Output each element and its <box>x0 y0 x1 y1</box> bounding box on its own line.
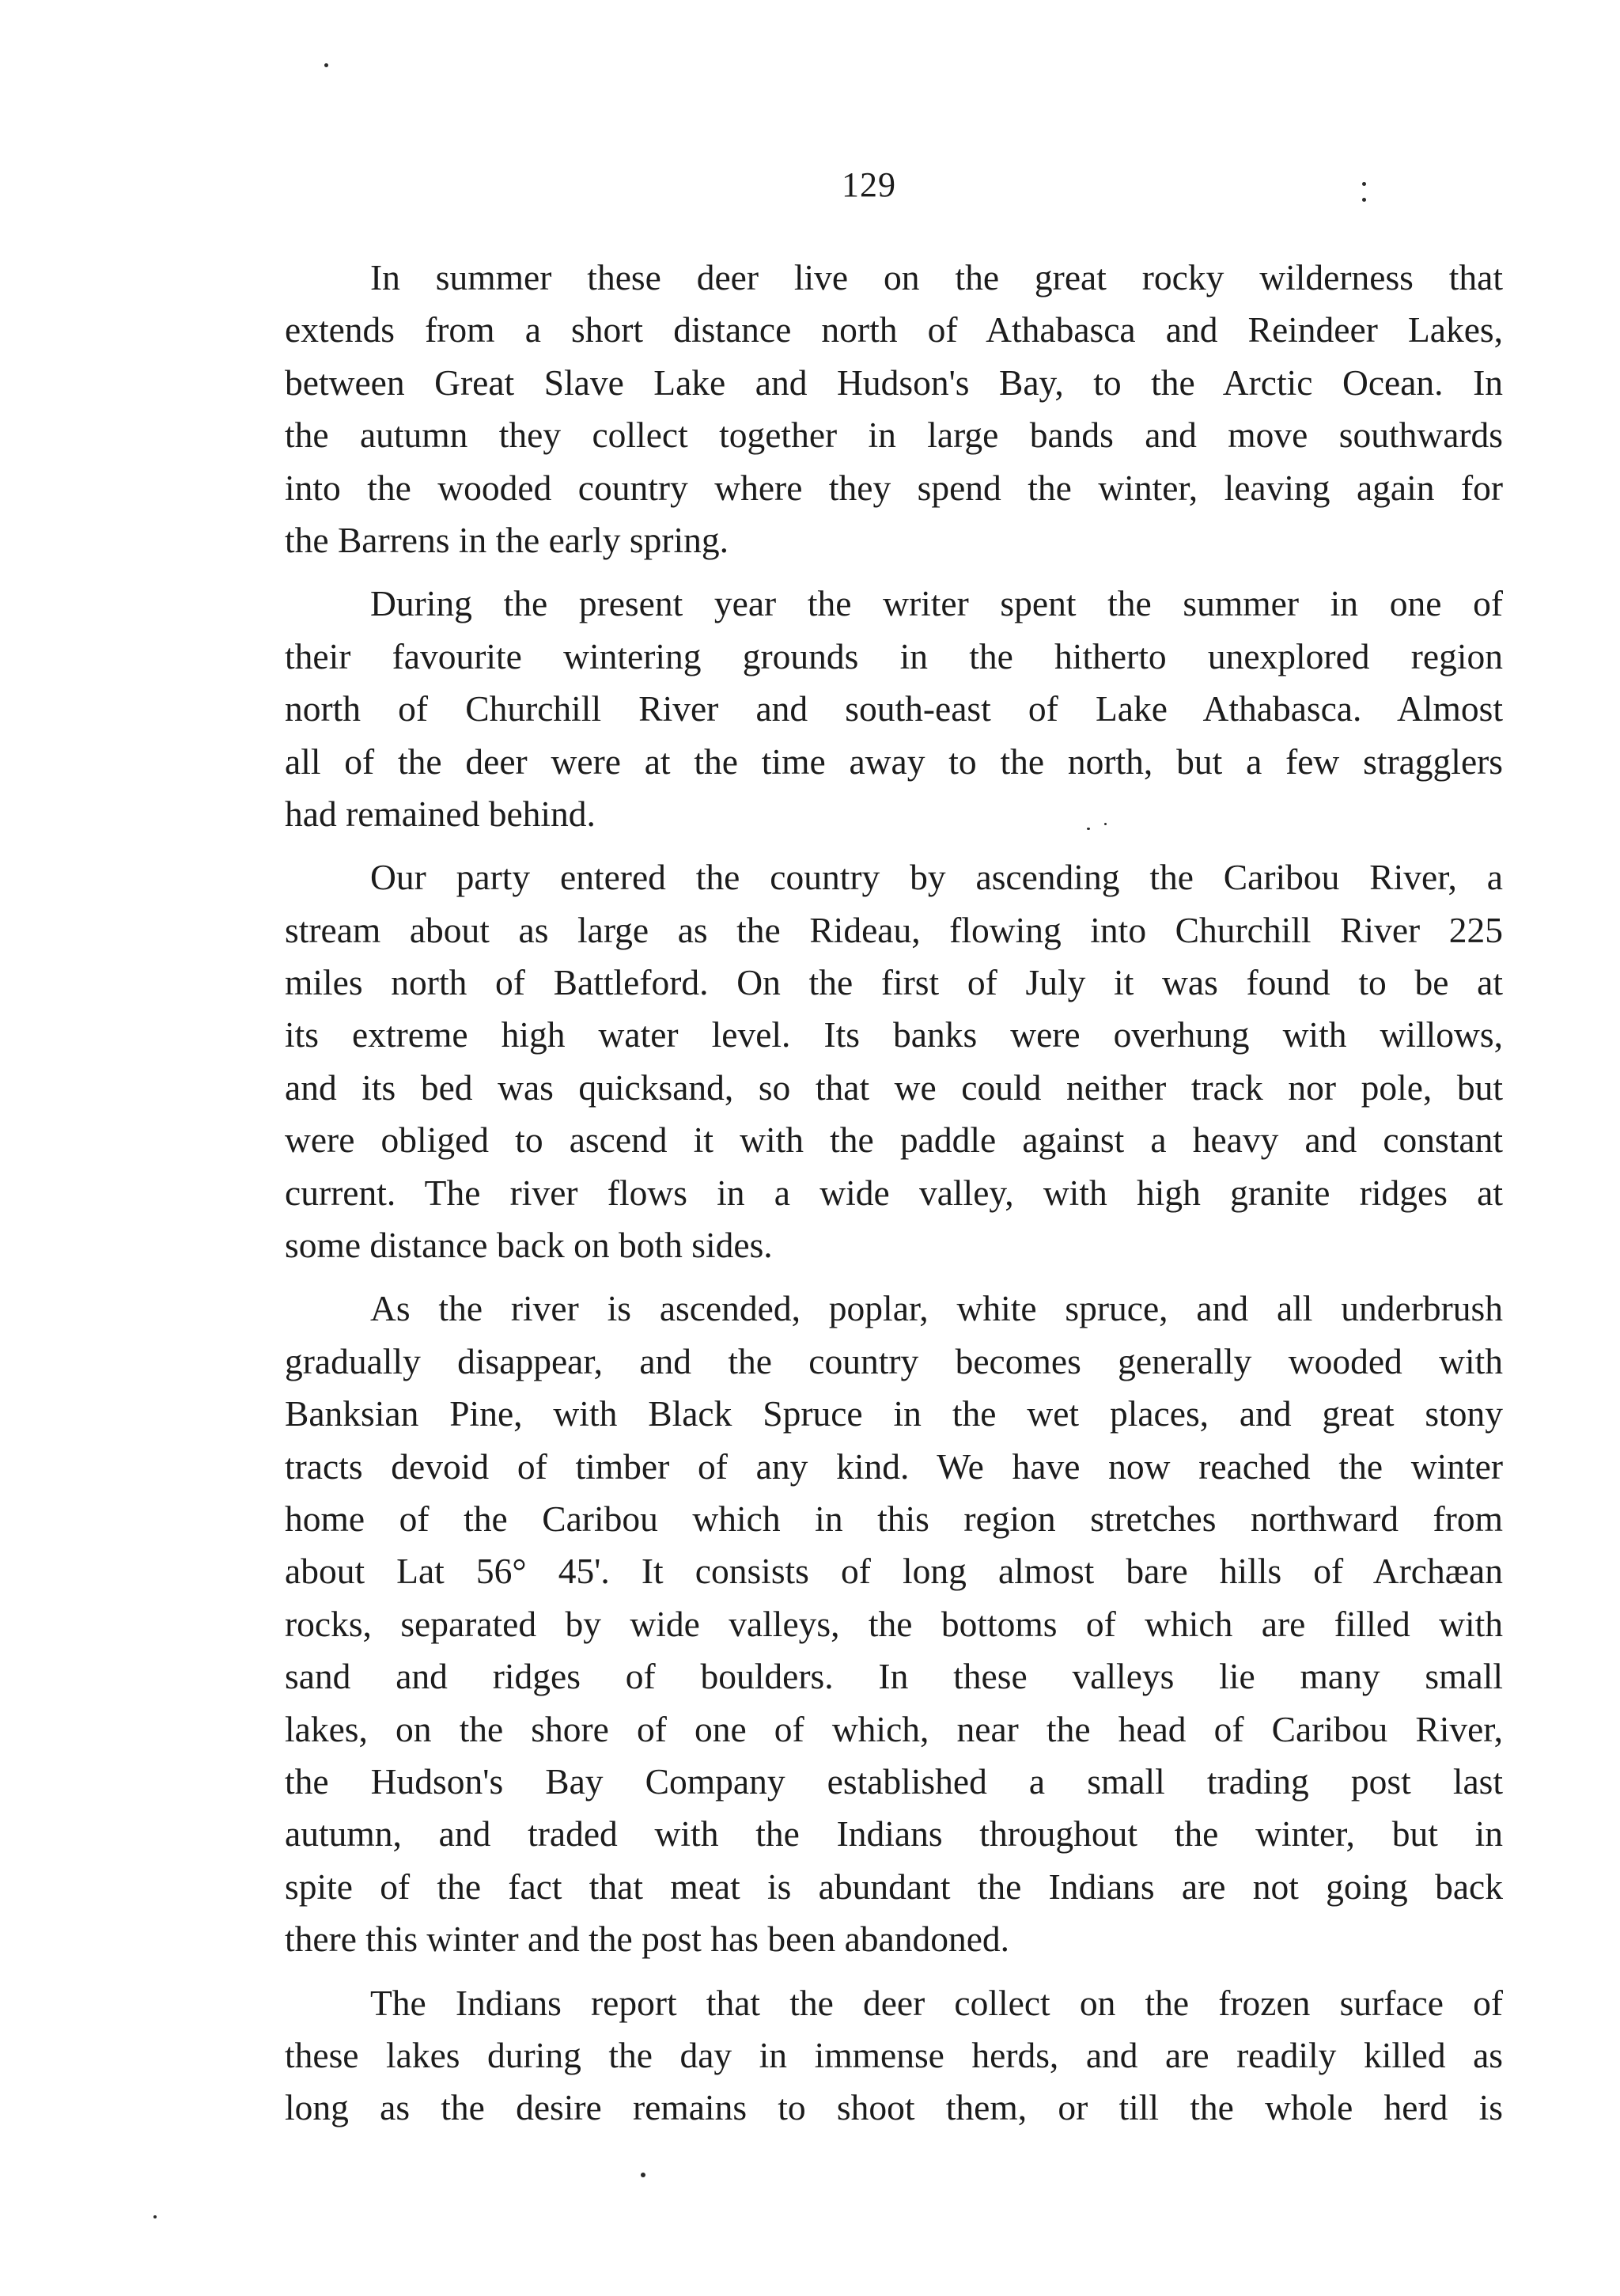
speck-1 <box>324 63 328 67</box>
text-line: stream about as large as the Rideau, flowing into Churchill River 225 <box>285 909 1503 950</box>
paragraph <box>285 578 1503 840</box>
speck-3 <box>1362 198 1366 202</box>
text-line: there this winter and the post has been abandoned. <box>285 1919 1010 1960</box>
text-line: the Barrens in the early spring. <box>285 519 729 560</box>
text-line: these lakes during the day in immense herds, and are readily killed as <box>285 2034 1503 2075</box>
speck-2 <box>1362 182 1366 186</box>
text-line: During the present year the writer spent the summer in one of <box>370 583 1503 624</box>
text-line: were obliged to ascend it with the paddle against a heavy and constant <box>285 1120 1503 1161</box>
text-line: autumn, and traded with the Indians throughout the winter, but in <box>285 1813 1503 1855</box>
text-line: The Indians report that the deer collect on the frozen surface of <box>370 1982 1503 2023</box>
text-line: all of the deer were at the time away to the north, but a few stragglers <box>285 741 1503 782</box>
text-line: between Great Slave Lake and Hudson's Bay, to the Arctic Ocean. In <box>285 362 1503 403</box>
text-line: In summer these deer live on the great rocky wilderness that <box>370 257 1503 297</box>
body-text <box>285 252 1503 2135</box>
text-line: the autumn they collect together in large bands and move southwards <box>285 415 1503 456</box>
text-line: Our party entered the country by ascending the Caribou River, a <box>370 857 1503 898</box>
text-line: some distance back on both sides. <box>285 1225 773 1266</box>
text-line: miles north of Battleford. On the first of July it was found to be at <box>285 962 1503 1003</box>
text-line: current. The river flows in a wide valley, with high granite ridges at <box>285 1172 1503 1213</box>
text-line: tracts devoid of timber of any kind. We have now reached the winter <box>285 1445 1503 1487</box>
paragraph <box>285 1977 1503 2135</box>
text-line: gradually disappear, and the country becomes generally wooded with <box>285 1340 1503 1381</box>
paragraph <box>285 851 1503 1271</box>
text-line: about Lat 56° 45'. It consists of long almost bare hills of Archæan <box>285 1551 1503 1592</box>
text-line: Banksian Pine, with Black Spruce in the wet places, and great stony <box>285 1393 1503 1434</box>
text-line: their favourite wintering grounds in the hitherto unexplored region <box>285 635 1503 676</box>
text-line: lakes, on the shore of one of which, near the head of Caribou River, <box>285 1708 1503 1749</box>
text-line: rocks, separated by wide valleys, the bottoms of which are filled with <box>285 1603 1503 1644</box>
text-line: into the wooded country where they spend the winter, leaving again for <box>285 467 1503 508</box>
text-line: long as the desire remains to shoot them, or till the whole herd is <box>285 2087 1503 2128</box>
text-line: its extreme high water level. Its banks were overhung with willows, <box>285 1014 1503 1055</box>
text-line: had remained behind. <box>285 793 596 834</box>
text-line: spite of the fact that meat is abundant the Indians are not going back <box>285 1866 1503 1907</box>
speck-7 <box>153 2215 157 2218</box>
text-line: As the river is ascended, poplar, white spruce, and all underbrush <box>370 1288 1503 1329</box>
text-line: home of the Caribou which in this region stretches northward from <box>285 1498 1503 1539</box>
text-line: and its bed was quicksand, so that we could neither track nor pole, but <box>285 1067 1503 1108</box>
speck-6 <box>641 2173 645 2177</box>
page-number: 129 <box>842 165 896 204</box>
paragraph <box>285 1283 1503 1965</box>
paragraph <box>285 252 1503 566</box>
text-line: the Hudson's Bay Company established a small trading post last <box>285 1760 1503 1802</box>
text-line: sand and ridges of boulders. In these valleys lie many small <box>285 1656 1503 1697</box>
text-line: extends from a short distance north of Athabasca and Reindeer Lakes, <box>285 309 1503 350</box>
text-line: north of Churchill River and south-east of Lake Athabasca. Almost <box>285 688 1503 729</box>
